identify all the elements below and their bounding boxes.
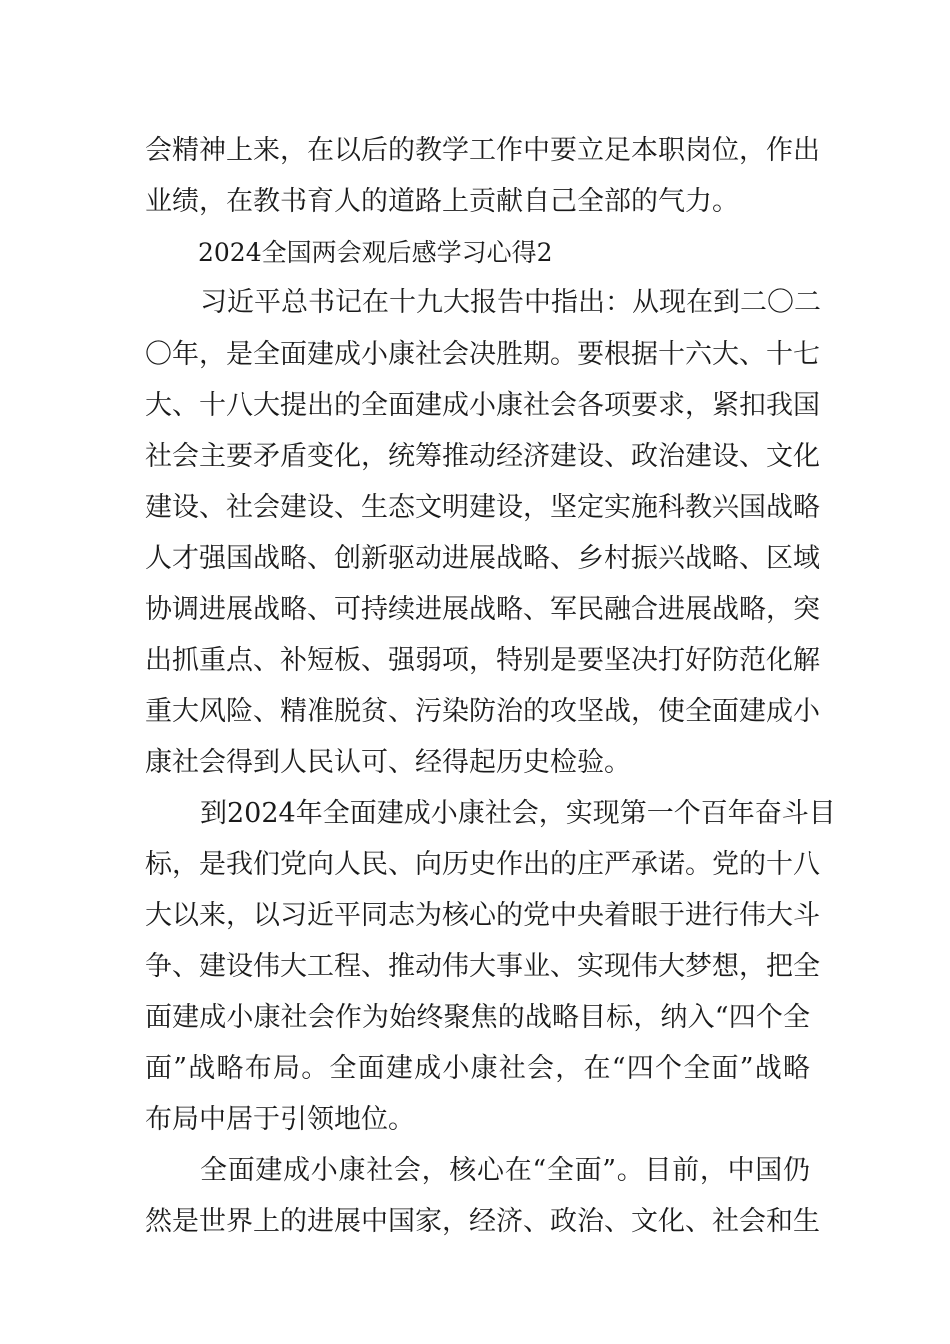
- text-line: 习近平总书记在十九大报告中指出：从现在到二〇二: [200, 287, 821, 318]
- text-line: 面”战略布局。全面建成小康社会，在“四个全面”战略: [145, 1053, 810, 1084]
- section-heading: 2024全国两会观后感学习心得2: [198, 238, 553, 267]
- text-line: 大以来，以习近平同志为核心的党中央着眼于进行伟大斗: [145, 900, 820, 931]
- text-line: 大、十八大提出的全面建成小康社会各项要求，紧扣我国: [145, 390, 820, 421]
- text-line: 会精神上来，在以后的教学工作中要立足本职岗位，作出: [145, 135, 820, 166]
- text-line: 全面建成小康社会，核心在“全面”。目前，中国仍: [200, 1155, 810, 1186]
- text-line: 重大风险、精准脱贫、污染防治的攻坚战，使全面建成小: [145, 696, 820, 727]
- text-line: 出抓重点、补短板、强弱项，特别是要坚决打好防范化解: [145, 645, 820, 676]
- text-line: 〇年，是全面建成小康社会决胜期。要根据十六大、十七: [145, 339, 820, 370]
- text-line: 布局中居于引领地位。: [145, 1104, 415, 1135]
- text-line: 面建成小康社会作为始终聚焦的战略目标，纳入“四个全: [145, 1002, 810, 1033]
- text-line: 建设、社会建设、生态文明建设，坚定实施科教兴国战略: [145, 492, 820, 523]
- text-line: 争、建设伟大工程、推动伟大事业、实现伟大梦想，把全: [145, 951, 820, 982]
- text-line: 标，是我们党向人民、向历史作出的庄严承诺。党的十八: [145, 849, 820, 880]
- text-line: 协调进展战略、可持续进展战略、军民融合进展战略，突: [145, 594, 820, 625]
- text-line: 人才强国战略、创新驱动进展战略、乡村振兴战略、区域: [145, 543, 820, 574]
- text-line: 到2024年全面建成小康社会，实现第一个百年奋斗目: [200, 798, 836, 829]
- text-line: 社会主要矛盾变化，统筹推动经济建设、政治建设、文化: [145, 441, 820, 472]
- text-line: 然是世界上的进展中国家，经济、政治、文化、社会和生: [145, 1206, 820, 1237]
- text-line: 业绩，在教书育人的道路上贡献自己全部的气力。: [145, 186, 739, 217]
- text-line: 康社会得到人民认可、经得起历史检验。: [145, 747, 631, 778]
